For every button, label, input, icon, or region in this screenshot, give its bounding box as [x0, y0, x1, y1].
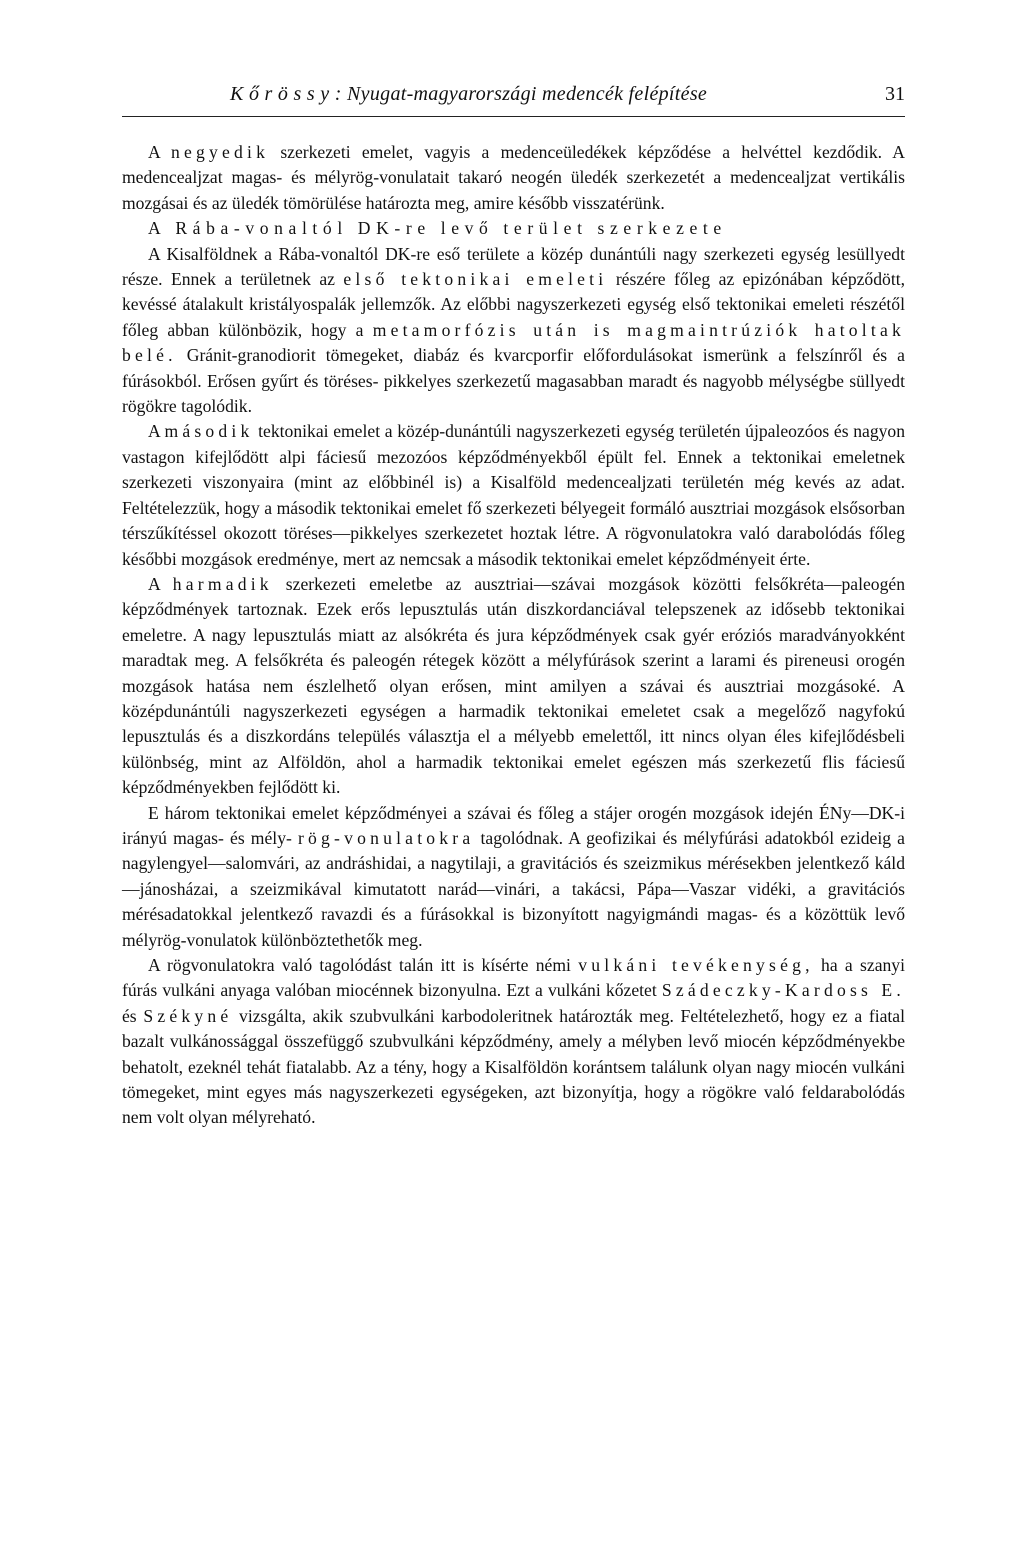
text-run: A: [148, 421, 160, 442]
text-run: tagolódnak. A geofizikai és mélyfúrási adatokból ezideig a nagylengyel—salomvári, az andráshidai, a nagytilaji, a gravitációs és szeizmikus mérésekben jelentkező káld—jánosházai, a szeizmikával kimutatott narád—vinári, a takácsi, Pápa—Vaszar vidéki, a gravitációs mérésadatokkal jelentkező ravazdi és a fúrásokkal is bizonyított nagyigmándi magas- és a közöttük levő mélyrög-vonulatok különböztethetők meg.: [122, 827, 905, 950]
author-name: Székyné: [143, 1005, 233, 1026]
text-run: vizsgálta, akik szubvulkáni karbodoleritnek határozták meg. Feltételezhető, hogy ez a fiatal bazalt vulkánossággal összefüggő szubvulkáni képződmény, amely a mélyben levő miocén képződményekbe behatolt, ezeknél tehát fiatalabb. Az a tény, hogy a Kisalföldön korántsem találunk olyan nagy miocén vulkáni tömegeket, mint egyes más nagyszerkezeti egységeken, azt bizonyítja, hogy a rögökre való feldarabolódás nem volt olyan mélyreható.: [122, 1005, 905, 1128]
text-run: A: [148, 573, 160, 594]
text-run: és: [122, 1005, 137, 1026]
spaced-emphasis: harmadik: [172, 573, 273, 594]
spaced-emphasis: negyedik: [170, 142, 270, 162]
paragraph-block-ridges: [122, 801, 905, 953]
paragraph-third-tectonic-level: [122, 572, 905, 801]
spaced-emphasis: második: [164, 421, 254, 442]
text-run: A: [148, 142, 160, 162]
spaced-emphasis: metamorfózis után is magmaintrúziók hatoltak belé.: [122, 319, 905, 366]
text-run: A rögvonulatokra való tagolódást talán itt is kísérte némi: [148, 955, 571, 975]
text-run: szerkezeti emeletbe az ausztriai—szávai mozgások közötti felsőkréta—paleogén képződmények tartoznak. Ezek erős lepusztulás után diszkordanciával telepszenek az idősebb tektonikai emeletre. A nagy lepusztulás miatt az alsókréta és jura képződmények csak gyér eróziós maradványokként maradtak meg. A felsőkréta és paleogén rétegek között a mélyfúrások szerint a larami és pireneusi orogén mozgások hatása nem észlelhető olyan erősen, mint amilyen a szávai és ausztriai mozgásoké. A középdunántúli nagyszerkezeti egységen a harmadik tektonikai emeletet csak a megelőző nagyfokú lepusztulás és a diszkordáns település választja el a mélyebb emelettől, itt nincs olyan éles kifejlődésbeli különbség, mint az Alföldön, ahol a harmadik tektonikai emelet egészen más szerkezetű flis fáciesű képződményekben fejlődött ki.: [122, 573, 905, 798]
text-run: részére főleg az epizónában képződött, kevéssé átalakult kristályospalák jellemzők. Az előbbi nagyszerkezeti egység első tektonikai emeleti részétől főleg abban különbözik, hogy a: [122, 269, 905, 340]
text-run: A Kisalföldnek a Rába-vonaltól DK-re eső területe a közép dunántúli nagy szerkezeti egység lesüllyedt része. Ennek a területnek az: [122, 243, 905, 290]
text-run: E három tektonikai emelet képződményei a szávai és főleg a stájer orogén mozgások idején ÉNy—DK-i irányú magas- és mély-: [122, 802, 905, 848]
page-number: 31: [885, 83, 905, 105]
text-run: szerkezeti emelet, vagyis a medenceüledékek képződése a helvéttel kezdődik. A medencealjzat magas- és mélyrög-vonulatait takaró neogén üledék szerkezetét a medencealjzat vertikális mozgásai és az üledék tömörülése határozta meg, amire később visszatérünk.: [122, 142, 905, 213]
author-name: Szádeczky-Kardoss E.: [661, 980, 905, 1001]
paragraph-kisalfold-structure: [122, 242, 905, 420]
spaced-emphasis: rög-vonulatokra: [298, 827, 475, 848]
text-run: Gránit-granodiorit tömegeket, diabáz és kvarcporfir előfordulásokat ismerünk a felszínről és a fúrásokból. Erősen gyűrt és töréses- pikkelyes szerkezetű magasabban maradt és nagyobb mélységbe süllyedt rögökre tagolódik.: [122, 345, 905, 417]
spaced-emphasis: vulkáni tevékenység,: [578, 955, 814, 975]
text-run: ha a szanyi fúrás vulkáni anyaga valóban miocénnek bizonyulna. Ezt a vulkáni kőzetet: [122, 955, 905, 1001]
paragraph-second-tectonic-level: [122, 419, 905, 571]
running-head: K ő r ö s s y : Nyugat-magyarországi medencék felépítése: [230, 83, 708, 105]
text-run: tektonikai emelet a közép-dunántúli nagyszerkezeti egység területén újpaleozóos és nagyon vastagon kifejlődött alpi fáciesű mezozóos képződményekből épült fel. Ennek a tektonikai emeletnek szerkezeti viszonyaira (mint az előbbinél is) a Kisalföld medencealjzati területén még kevés az adat. Feltételezzük, hogy a második tektonikai emelet fő szerkezeti bélyegeit formáló ausztriai mozgások elsősorban térszűkítéssel okozott töréses—pikkelyes szerkezetet hoztak létre. A rögvonulatokra való darabolódás főleg későbbi mozgások eredménye, mert az nemcsak a második tektonikai emelet képződményeit érte.: [122, 421, 906, 569]
page-header: [122, 76, 905, 117]
spaced-emphasis: első tektonikai emeleti: [343, 269, 608, 290]
article-body: [122, 140, 905, 1131]
section-heading: A Rába-vonaltól DK-re levő terület szerkezete: [148, 218, 727, 239]
paragraph-fourth-tectonic-level: [122, 140, 905, 216]
paragraph-volcanic-activity: [122, 953, 905, 1131]
